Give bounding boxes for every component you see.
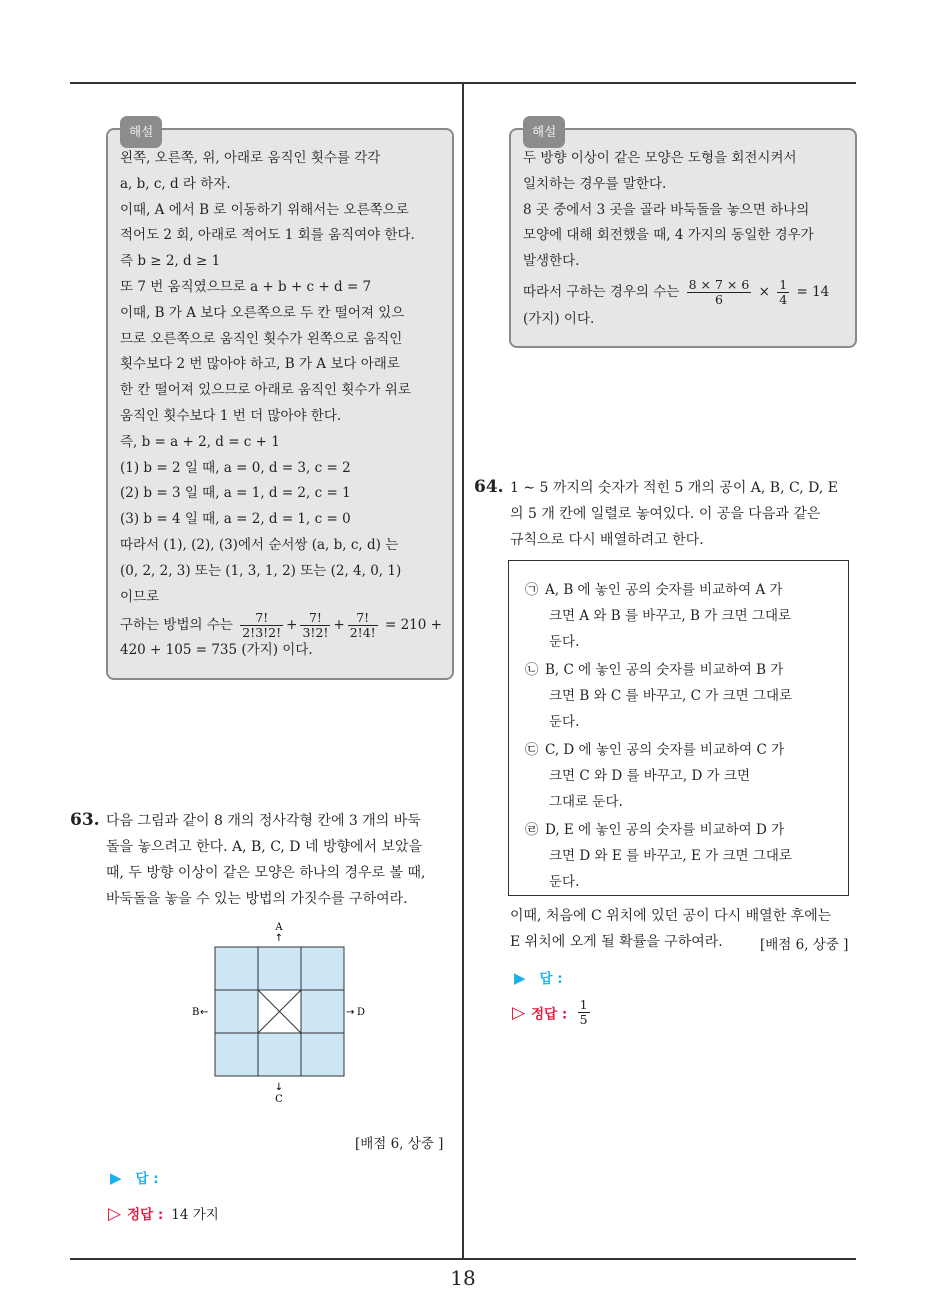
rule-item [525,657,838,735]
solution-text [120,146,438,610]
rule-text: B, C 에 놓인 공의 숫자를 비교하여 B 가 [545,662,784,678]
solution-last-line: (가지) 이다. [523,310,595,327]
rule-text: 크면 A 와 B 를 바꾸고, B 가 크면 그대로 [549,608,792,624]
rule-text: 크면 D 와 E 를 바꾸고, E 가 크면 그대로 [549,848,792,864]
solution-text [523,146,841,275]
outline-triangle-icon: ▷ [108,1204,122,1224]
rule-text: A, B 에 놓인 공의 숫자를 비교하여 A 가 [545,582,783,598]
correct-fraction: $\frac{1}{5}$ [579,997,588,1027]
solution-line: a, b, c, d 라 하자. [120,175,231,192]
play-triangle-icon: ▶ [110,1169,122,1187]
solution-line: 적어도 2 회, 아래로 적어도 1 회를 움직여야 한다. [120,227,415,244]
problem-number: 64. [474,477,504,497]
solution-line: 발생한다. [523,253,580,270]
solution-line: 즉, b = a + 2, d = c + 1 [120,433,280,450]
rule-marker: ㉡ [525,662,539,678]
rules-box [508,560,849,896]
solution-line: 왼쪽, 오른쪽, 위, 아래로 움직인 횟수를 각각 [120,150,381,166]
fraction: $\frac{8 \times 7 \times 6}{6}$ [688,276,750,307]
fraction: $\frac{7!}{3!2!}$ [302,610,329,641]
direction-label-b: B [192,1007,200,1018]
problem-line: 때, 두 방향 이상이 같은 모양은 하나의 경우로 볼 때, [106,865,426,881]
rule-text: D, E 에 놓인 공의 숫자를 비교하여 D 가 [545,822,785,838]
solution-line: 두 방향 이상이 같은 모양은 도형을 회전시켜서 [523,150,797,166]
outline-triangle-icon: ▷ [512,1002,526,1023]
solution-formula: 구하는 방법의 수는 $\frac{7!}{2!3!2!}$ + $\frac{7!}{3!2!}$ + $\frac{7!}{2!4!}$ = 210 + [120,610,442,641]
formula-prefix: 구하는 방법의 수는 [120,617,233,634]
problem-64-text [510,475,838,553]
direction-label-d: D [357,1007,366,1018]
solution-tag: 해설 [523,116,565,148]
rule-text: C, D 에 놓인 공의 숫자를 비교하여 C 가 [545,742,785,758]
solution-line: (3) b = 4 일 때, a = 2, d = 1, c = 0 [120,511,351,528]
correct-label: 정답 : [127,1207,164,1223]
correct-answer-line [108,1203,219,1224]
solution-line: 모양에 대해 회전했을 때, 4 가지의 동일한 경우가 [523,227,814,244]
rule-marker: ㉣ [525,822,539,838]
correct-value: 14 가지 [171,1207,219,1223]
solution-line: 8 곳 중에서 3 곳을 골라 바둑돌을 놓으면 하나의 [523,201,810,218]
rule-text: 둔다. [549,634,580,650]
rule-marker: ㉠ [525,582,539,598]
bottom-rule [70,1258,856,1260]
solution-formula: 따라서 구하는 경우의 수는 $\frac{8 \times 7 \times 6}{6}$ × $\frac{1}{4}$ = 14 [523,276,830,307]
fraction: $\frac{1}{4}$ [779,276,788,307]
problem-line: 규칙으로 다시 배열하려고 한다. [510,532,704,548]
solution-line: 따라서 (1), (2), (3)에서 순서쌍 (a, b, c, d) 는 [120,536,399,553]
fraction: $\frac{7!}{2!3!2!}$ [242,610,282,641]
rule-marker: ㉢ [525,742,539,758]
answer-line [110,1167,159,1187]
solution-line: (2) b = 3 일 때, a = 1, d = 2, c = 1 [120,485,351,502]
fraction: $\frac{7!}{2!4!}$ [349,610,376,641]
stone-grid-diagram [190,920,370,1110]
play-triangle-icon: ▶ [514,969,526,987]
direction-label-c: C [275,1094,283,1105]
problem-line: 1 ∼ 5 까지의 숫자가 적힌 5 개의 공이 A, B, C, D, E [510,480,838,496]
rule-text: 크면 B 와 C 를 바꾸고, C 가 크면 그대로 [549,688,793,704]
problem-number: 63. [70,810,100,830]
rule-item [525,577,838,655]
answer-label: 답 : [539,971,563,987]
score-label: [배점 6, 상중 ] [760,937,849,953]
arrow-left-icon: ← [200,1007,209,1018]
solution-line: 므로 오른쪽으로 움직인 횟수가 왼쪽으로 움직인 [120,330,403,347]
solution-box-right [509,124,857,348]
solution-line: 또 7 번 움직였으므로 a + b + c + d = 7 [120,278,372,295]
solution-last-line: 420 + 105 = 735 (가지) 이다. [120,642,313,659]
solution-line: 횟수보다 2 번 많아야 하고, B 가 A 보다 아래로 [120,356,400,373]
solution-line: 움직인 횟수보다 1 번 더 많아야 한다. [120,407,342,424]
solution-line: 이때, A 에서 B 로 이동하기 위해서는 오른쪽으로 [120,201,409,218]
rule-item [525,737,838,815]
answer-line [514,967,563,987]
score-label: [배점 6, 상중 ] [355,1136,444,1152]
problem-line: 의 5 개 칸에 일렬로 놓여있다. 이 공을 다음과 같은 [510,506,821,522]
grid-cells [215,947,344,1076]
problem-line: 돌을 놓으려고 한다. A, B, C, D 네 방향에서 보았을 [106,839,423,855]
solution-line: (1) b = 2 일 때, a = 0, d = 3, c = 2 [120,459,351,476]
solution-line: (0, 2, 2, 3) 또는 (1, 3, 1, 2) 또는 (2, 4, 0, 1) [120,562,402,579]
rule-text: 그대로 둔다. [549,794,623,810]
arrow-right-icon: → [346,1007,355,1018]
column-divider [462,82,464,1260]
arrow-up-icon: ↑ [274,933,284,944]
arrow-down-icon: ↓ [274,1082,284,1093]
page-number: 18 [450,1266,476,1290]
problem-63-text [106,808,425,912]
correct-answer-line [512,998,593,1027]
correct-label: 정답 : [531,1006,568,1023]
solution-line: 이므로 [120,588,160,605]
problem-line: 다음 그림과 같이 8 개의 정사각형 칸에 3 개의 바둑 [106,813,421,829]
direction-label-a: A [275,922,283,933]
solution-line: 이때, B 가 A 보다 오른쪽으로 두 칸 떨어져 있으 [120,304,405,321]
solution-line: 일치하는 경우를 말한다. [523,175,667,192]
solution-line: 즉 b ≥ 2, d ≥ 1 [120,253,221,270]
rule-item [525,817,838,895]
problem-line: 이때, 처음에 C 위치에 있던 공이 다시 배열한 후에는 [510,908,832,924]
rule-text: 둔다. [549,714,580,730]
solution-tag: 해설 [120,116,162,148]
rule-text: 둔다. [549,874,580,890]
problem-line: 바둑돌을 놓을 수 있는 방법의 가짓수를 구하여라. [106,891,408,907]
solution-box-left [106,124,454,680]
solution-line: 한 칸 떨어져 있으므로 아래로 움직인 횟수가 위로 [120,382,411,399]
answer-label: 답 : [135,1171,159,1187]
rule-text: 크면 C 와 D 를 바꾸고, D 가 크면 [549,768,751,784]
problem-line: E 위치에 오게 될 확률을 구하여라. [510,934,723,950]
